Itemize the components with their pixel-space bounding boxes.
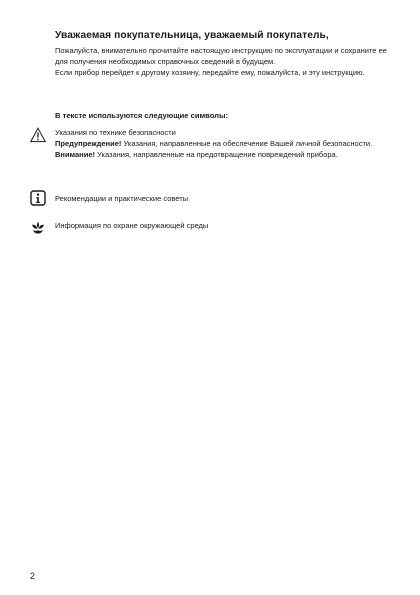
intro-paragraph-2: Если прибор перейдет к другому хозяину, передайте ему, пожалуйста, и эту инструкцию.	[55, 68, 365, 77]
info-icon	[30, 190, 46, 206]
warning-label: Предупреждение!	[55, 139, 122, 148]
page-title: Уважаемая покупательница, уважаемый покупатель,	[55, 30, 329, 41]
warning-triangle-icon	[30, 127, 46, 143]
safety-line: Указания по технике безопасности	[55, 128, 176, 137]
caution-paragraph	[55, 149, 390, 160]
page-number: 2	[30, 571, 36, 581]
safety-text	[55, 127, 390, 160]
caution-label: Внимание!	[55, 150, 95, 159]
environment-text: Информация по охране окружающей среды	[55, 221, 209, 230]
intro-section	[55, 45, 390, 78]
environment-flower-icon	[30, 220, 46, 236]
intro-paragraph-1: Пожалуйста, внимательно прочитайте настоящую инструкцию по эксплуатации и сохраните ее для получения необходимых справочных сведений в будущем.	[55, 46, 387, 66]
symbols-heading: В тексте используются следующие символы:	[55, 111, 228, 120]
tips-text: Рекомендации и практические советы	[55, 194, 189, 203]
caution-text: Указания, направленные на предотвращение повреждений прибора.	[95, 150, 338, 159]
warning-text: Указания, направленные на обеспечение Вашей личной безопасности.	[121, 139, 373, 148]
warning-paragraph	[55, 138, 390, 149]
